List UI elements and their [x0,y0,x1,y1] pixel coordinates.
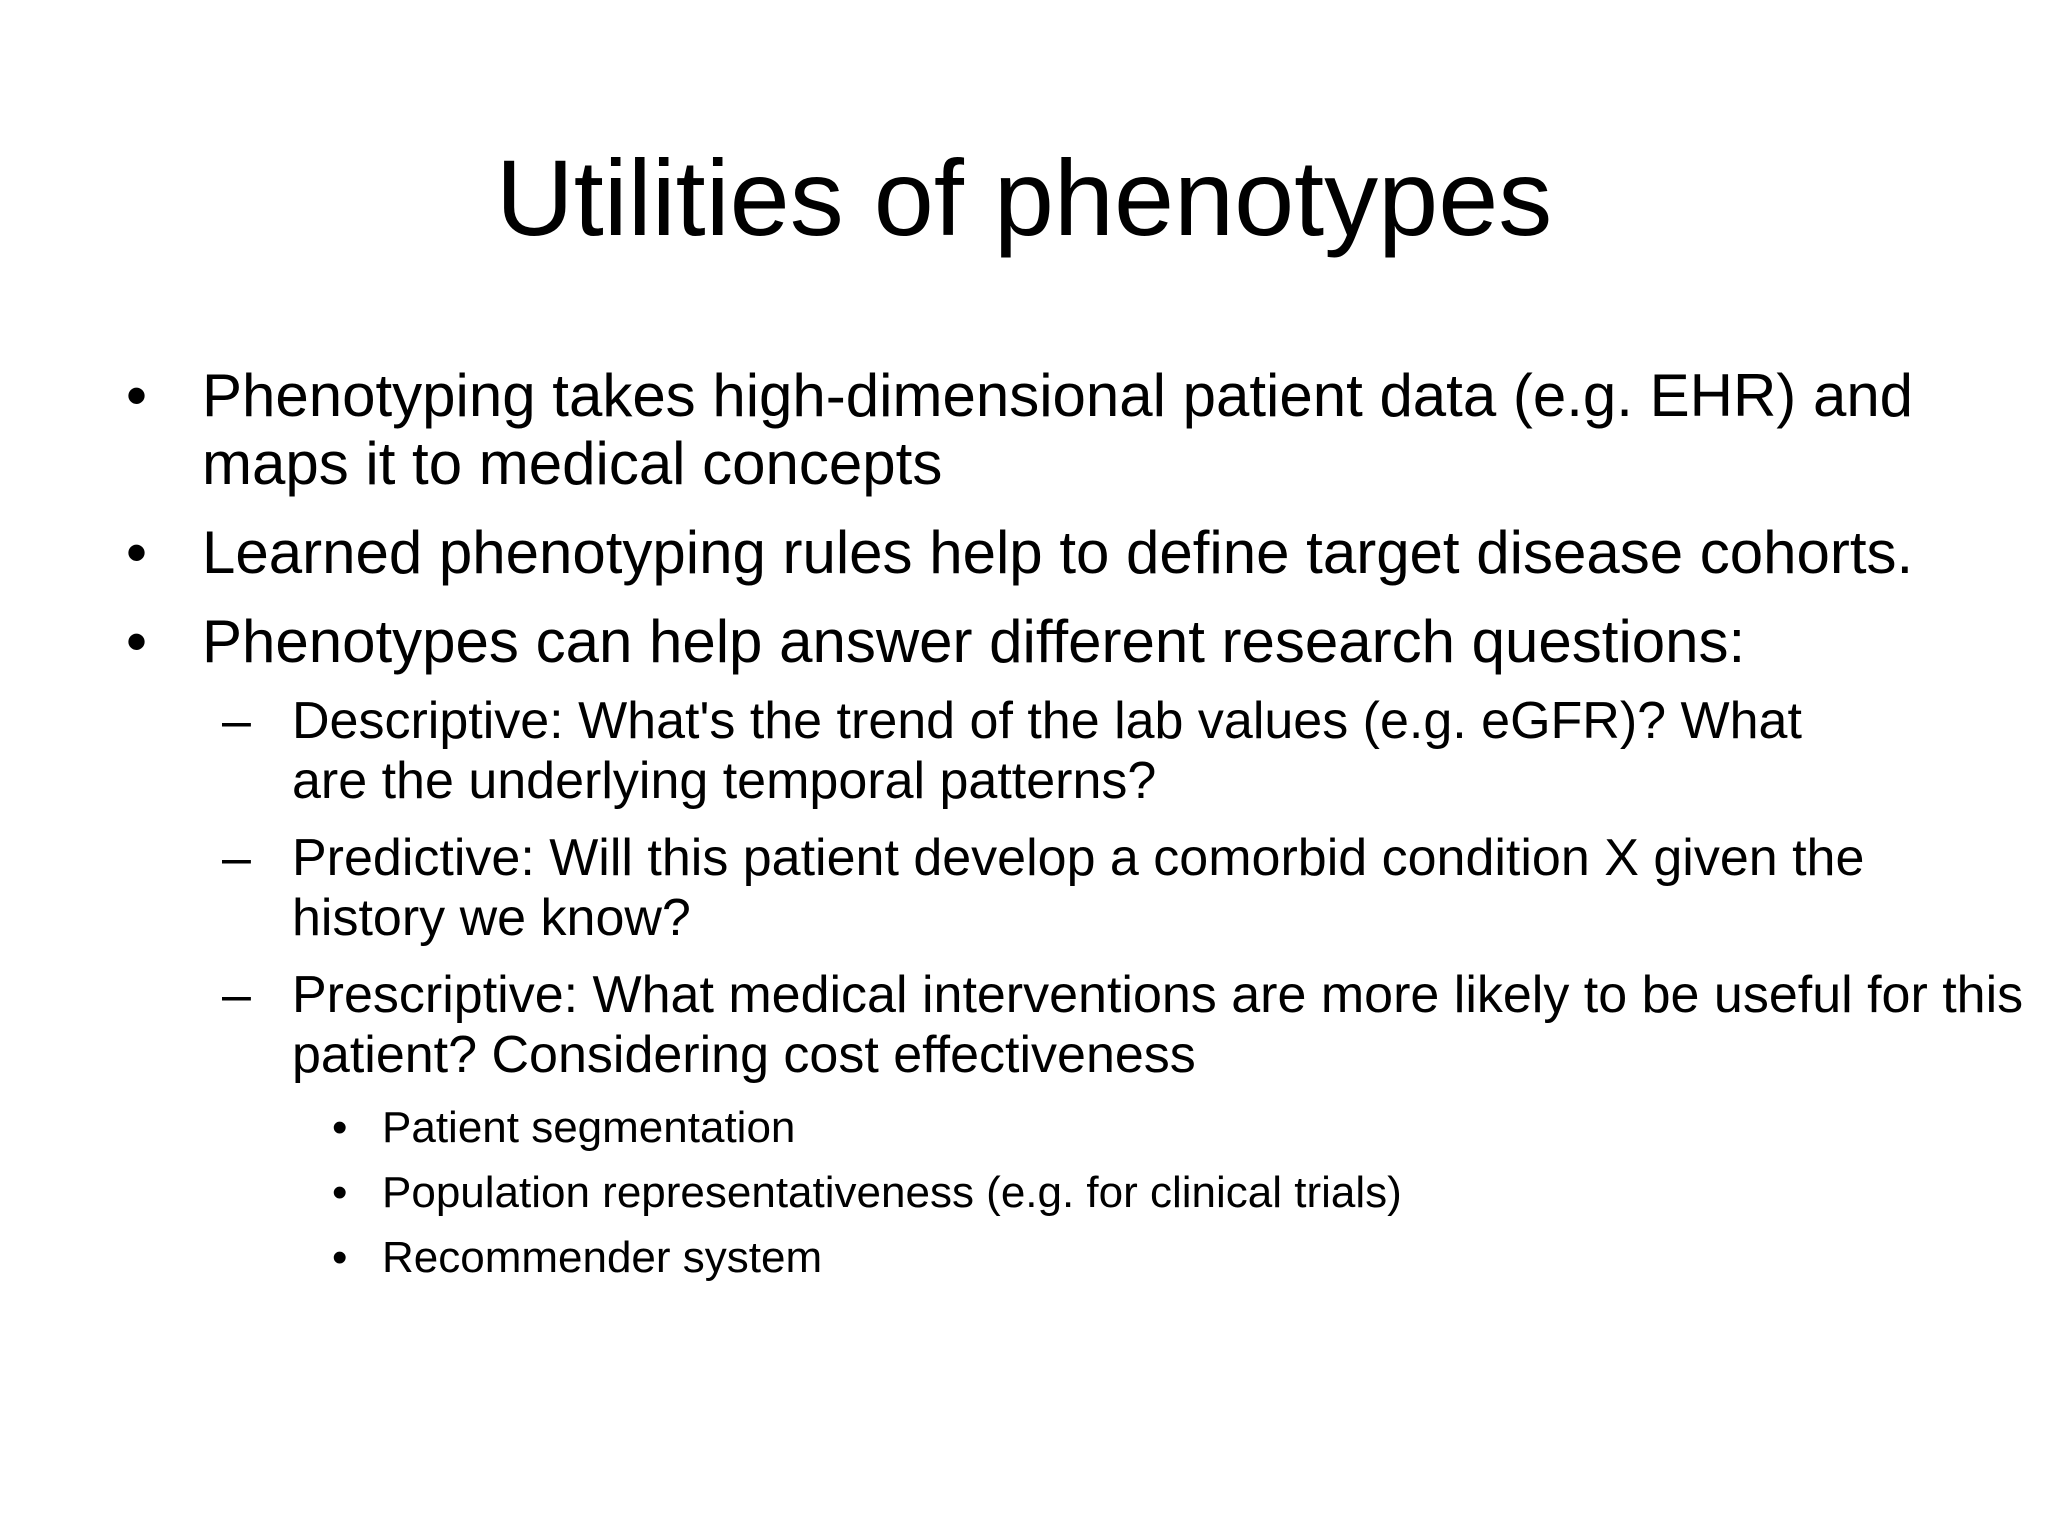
sub-sub-bullet-marker: • [332,1168,348,1217]
sub-sub-bullet-list [120,1102,2000,1284]
sub-bullet-marker: – [222,966,251,1024]
sub-sub-bullet-marker: • [332,1103,348,1152]
sub-sub-bullet-recommender-system [120,1232,2000,1284]
bullet-marker: • [126,519,148,586]
sub-bullet-list [120,691,2024,1284]
sub-sub-bullet-text: Patient segmentation [382,1103,796,1152]
bullet-item-1 [120,362,2048,498]
sub-bullet-marker: – [222,692,251,750]
sub-bullet-marker: – [222,829,251,887]
sub-bullet-text: Predictive: Will this patient develop a comorbid condition X given the history we know? [292,829,1865,947]
sub-sub-bullet-population-representativeness [120,1167,2000,1219]
sub-sub-bullet-patient-segmentation [120,1102,2000,1154]
bullet-text: Learned phenotyping rules help to define target disease cohorts. [202,519,1914,586]
bullet-marker: • [126,362,148,429]
bullet-list [120,362,2024,1297]
slide-title: Utilities of phenotypes [495,137,1553,258]
sub-bullet-text: Prescriptive: What medical interventions are more likely to be useful for this patient? Considering cost effectiveness [292,966,2024,1084]
bullet-item-2 [120,519,1942,587]
sub-bullet-predictive [120,828,1892,948]
bullet-marker: • [126,608,148,675]
sub-bullet-prescriptive [120,965,2048,1085]
sub-bullet-descriptive [120,691,1832,811]
bullet-text: Phenotyping takes high-dimensional patient data (e.g. EHR) and maps it to medical concepts [202,362,1914,497]
sub-bullet-text: Descriptive: What's the trend of the lab values (e.g. eGFR)? What are the underlying temporal patterns? [292,692,1802,810]
bullet-item-3 [120,608,2048,676]
sub-sub-bullet-text: Recommender system [382,1233,823,1282]
bullet-text: Phenotypes can help answer different research questions: [202,608,1746,675]
sub-sub-bullet-text: Population representativeness (e.g. for clinical trials) [382,1168,1402,1217]
sub-sub-bullet-marker: • [332,1233,348,1282]
